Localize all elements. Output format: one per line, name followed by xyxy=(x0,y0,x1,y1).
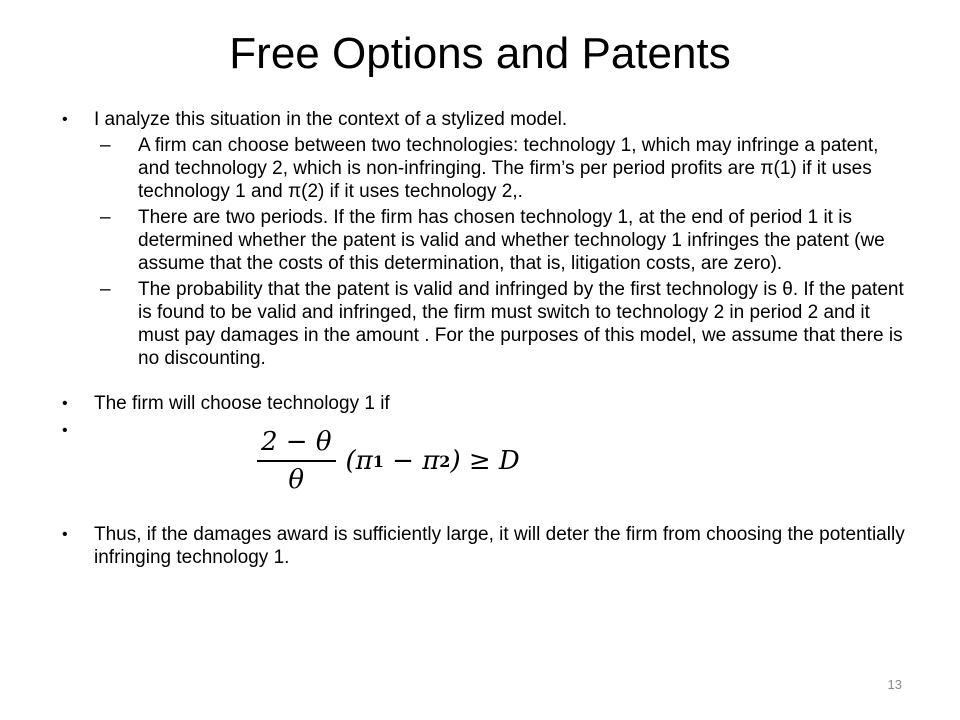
bullet-item xyxy=(62,392,912,415)
bullet-marker: • xyxy=(62,422,68,439)
formula-sub-2: 2 xyxy=(439,451,451,471)
dash-marker: – xyxy=(100,135,111,156)
dash-marker: – xyxy=(100,279,111,300)
sub-bullet-item xyxy=(62,206,912,275)
bullet-text: I analyze this situation in the context of a stylized model. xyxy=(94,109,568,130)
sub-bullet-text: There are two periods. If the firm has chosen technology 1, at the end of period 1 it is determined whether the patent is valid and whether technology 1 infringes the patent (we assume that the costs of this determination, that is, litigation costs, are zero). xyxy=(138,207,885,274)
formula-close-relation: ) ≥ D xyxy=(450,446,520,476)
bullet-item xyxy=(62,523,912,569)
formula xyxy=(257,425,520,497)
bullet-text: Thus, if the damages award is sufficiently large, it will deter the firm from choosing the potentially infringing technology 1. xyxy=(94,524,905,568)
slide-title: Free Options and Patents xyxy=(229,29,731,78)
formula-minus: − π xyxy=(383,446,440,476)
formula-numerator: 2 − θ xyxy=(257,426,336,462)
bullet-item xyxy=(62,108,912,131)
formula-denominator: θ xyxy=(288,465,305,495)
formula-fraction xyxy=(257,426,336,496)
formula-open-paren: (π xyxy=(345,446,373,476)
bullet-marker: • xyxy=(62,395,68,412)
bullet-marker: • xyxy=(62,526,68,543)
bullet-marker: • xyxy=(62,111,68,128)
formula-sub-1: 1 xyxy=(372,451,384,471)
sub-bullet-text: A firm can choose between two technologies: technology 1, which may infringe a patent, and technology 2, which is non-infringing. The firm’s per period profits are π(1) if it uses technology 1 and π(2) if it uses technology 2,. xyxy=(138,135,879,202)
page-number: 13 xyxy=(887,677,902,692)
slide-content xyxy=(62,108,912,569)
bullet-text: The firm will choose technology 1 if xyxy=(94,393,390,414)
dash-marker: – xyxy=(100,207,111,228)
sub-bullet-item xyxy=(62,278,912,370)
sub-bullet-item xyxy=(62,134,912,203)
sub-bullet-text: The probability that the patent is valid and infringed by the first technology is θ. If the patent is found to be valid and infringed, the firm must switch to technology 2 in period 2 and it must pay damages in the amount . For the purposes of this model, we assume that there is no discounting. xyxy=(138,279,904,369)
bullet-item-formula xyxy=(62,419,912,519)
